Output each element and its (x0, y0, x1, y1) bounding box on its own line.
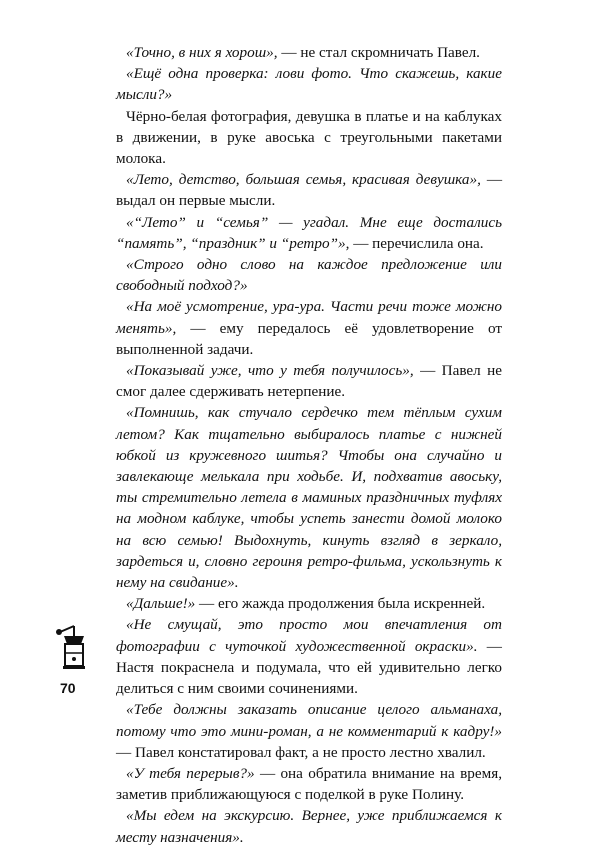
body-text (116, 42, 502, 848)
paragraph (116, 254, 502, 296)
dialogue-text: «Строго одно слово на каждое предложение или свободный подход?» (116, 256, 502, 295)
dialogue-text: «Показывай уже, что у тебя получилось», (126, 362, 414, 380)
dialogue-text: «Лето, детство, большая семья, красивая девушка», (126, 171, 481, 189)
dialogue-text: «Не смущай, это просто мои впечатления от фотографии с чуточкой художественной окраски». (116, 616, 502, 655)
paragraph (116, 42, 502, 63)
narration-text: — Павел не смог далее сдерживать нетерпение. (116, 362, 502, 401)
dialogue-text: «Ещё одна проверка: лови фото. Что скажешь, какие мысли?» (116, 65, 502, 104)
paragraph (116, 212, 502, 254)
paragraph (116, 402, 502, 593)
narration-text: — Настя покраснела и подумала, что ей удивительно легко делиться с ним своими сочинениями. (116, 637, 502, 698)
narration-text: — перечислила она. (349, 234, 484, 252)
dialogue-text: «Мы едем на экскурсию. Вернее, уже приближаемся к месту назначения». (116, 807, 502, 846)
paragraph (116, 805, 502, 847)
paragraph (116, 614, 502, 699)
paragraph (116, 63, 502, 105)
narration-text: — Павел констатировал факт, а не просто лестно хвалил. (116, 743, 486, 761)
dialogue-text: «Помнишь, как стучало сердечко тем тёплым сухим летом? Как тщательно выбиралось платье с нижней юбкой из кружевного шитья? Чтобы она случайно и завлекающе мелькала при ходьбе. И, подхватив авоську, ты стремительно летела в маминых праздничных туфлях на модном каблуке, чтобы успеть занести домой молоко на всю семью! Выдохнуть, кинуть взгляд в зеркало, зардеться и, словно героиня ретро-фильма, ускользнуть к нему на свидание». (116, 404, 502, 592)
narration-text: — ему передалось её удовлетворение от выполненной задачи. (116, 319, 502, 358)
dialogue-text: «“Лето” и “семья” — угадал. Мне еще достались “память”, “праздник” и “ретро”», (116, 213, 502, 252)
dialogue-text: «Тебе должны заказать описание целого альманаха, потому что это мини-роман, а не комментарий к кадру!» (116, 701, 502, 740)
dialogue-text: «У тебя перерыв?» (126, 764, 255, 782)
paragraph (116, 699, 502, 763)
paragraph (116, 360, 502, 402)
paragraph (116, 169, 502, 211)
narration-text: — она обратила внимание на время, заметив приближающуюся с поделкой в руке Полину. (116, 764, 502, 804)
narration-text: Чёрно-белая фотография, девушка в платье и на каблуках в движении, в руке авоська с треугольными пакетами молока. (116, 107, 502, 168)
dialogue-text: «Точно, в них я хорош», (126, 44, 278, 61)
dialogue-text: «На моё усмотрение, ура-ура. Части речи тоже можно менять», (116, 298, 502, 337)
paragraph (116, 296, 502, 360)
paragraph (116, 763, 502, 805)
narration-text: — его жажда продолжения была искренней. (195, 595, 486, 613)
paragraph (116, 106, 502, 170)
page-number: 70 (60, 680, 76, 696)
paragraph (116, 593, 502, 614)
dialogue-text: «Дальше!» (126, 595, 196, 613)
narration-text: — не стал скромничать Павел. (277, 44, 480, 61)
coffee-grinder-icon (52, 622, 92, 679)
narration-text: — выдал он первые мысли. (116, 171, 503, 210)
